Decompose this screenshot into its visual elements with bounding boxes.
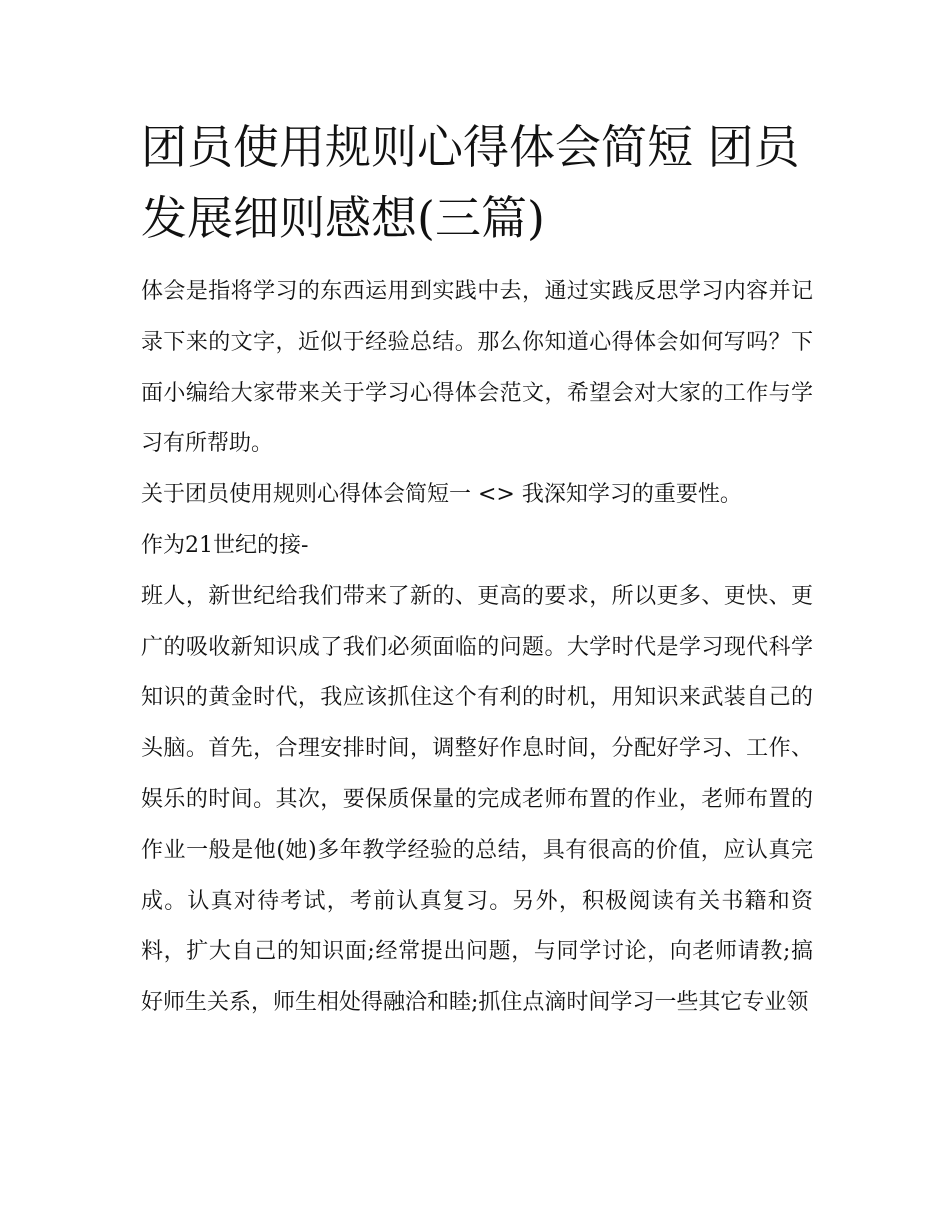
intro-paragraph: 体会是指将学习的东西运用到实践中去，通过实践反思学习内容并记录下来的文字，近似于经验总结。那么你知道心得体会如何写吗？下面小编给大家带来关于学习心得体会范文，希望会对大家的工作与学习有所帮助。: [141, 279, 813, 457]
document-body: [141, 112, 813, 1029]
continuation-line: 作为21世纪的接-: [141, 532, 309, 558]
section-heading-paragraph: 关于团员使用规则心得体会简短一 <> 我深知学习的重要性。: [141, 482, 742, 508]
body-paragraph: 班人，新世纪给我们带来了新的、更高的要求，所以更多、更快、更广的吸收新知识成了我们必须面临的问题。大学时代是学习现代科学知识的黄金时代，我应该抓住这个有利的时机，用知识来武装自己的头脑。首先，合理安排时间，调整好作息时间，分配好学习、工作、娱乐的时间。其次，要保质保量的完成老师布置的作业，老师布置的作业一般是他(她)多年教学经验的总结，具有很高的价值，应认真完成。认真对待考试，考前认真复习。另外，积极阅读有关书籍和资料，扩大自己的知识面;经常提出问题，与同学讨论，向老师请教;搞好师生关系，师生相处得融洽和睦;抓住点滴时间学习一些其它专业领: [141, 583, 813, 1016]
document-title: 团员使用规则心得体会简短 团员发展细则感想(三篇): [141, 120, 800, 245]
